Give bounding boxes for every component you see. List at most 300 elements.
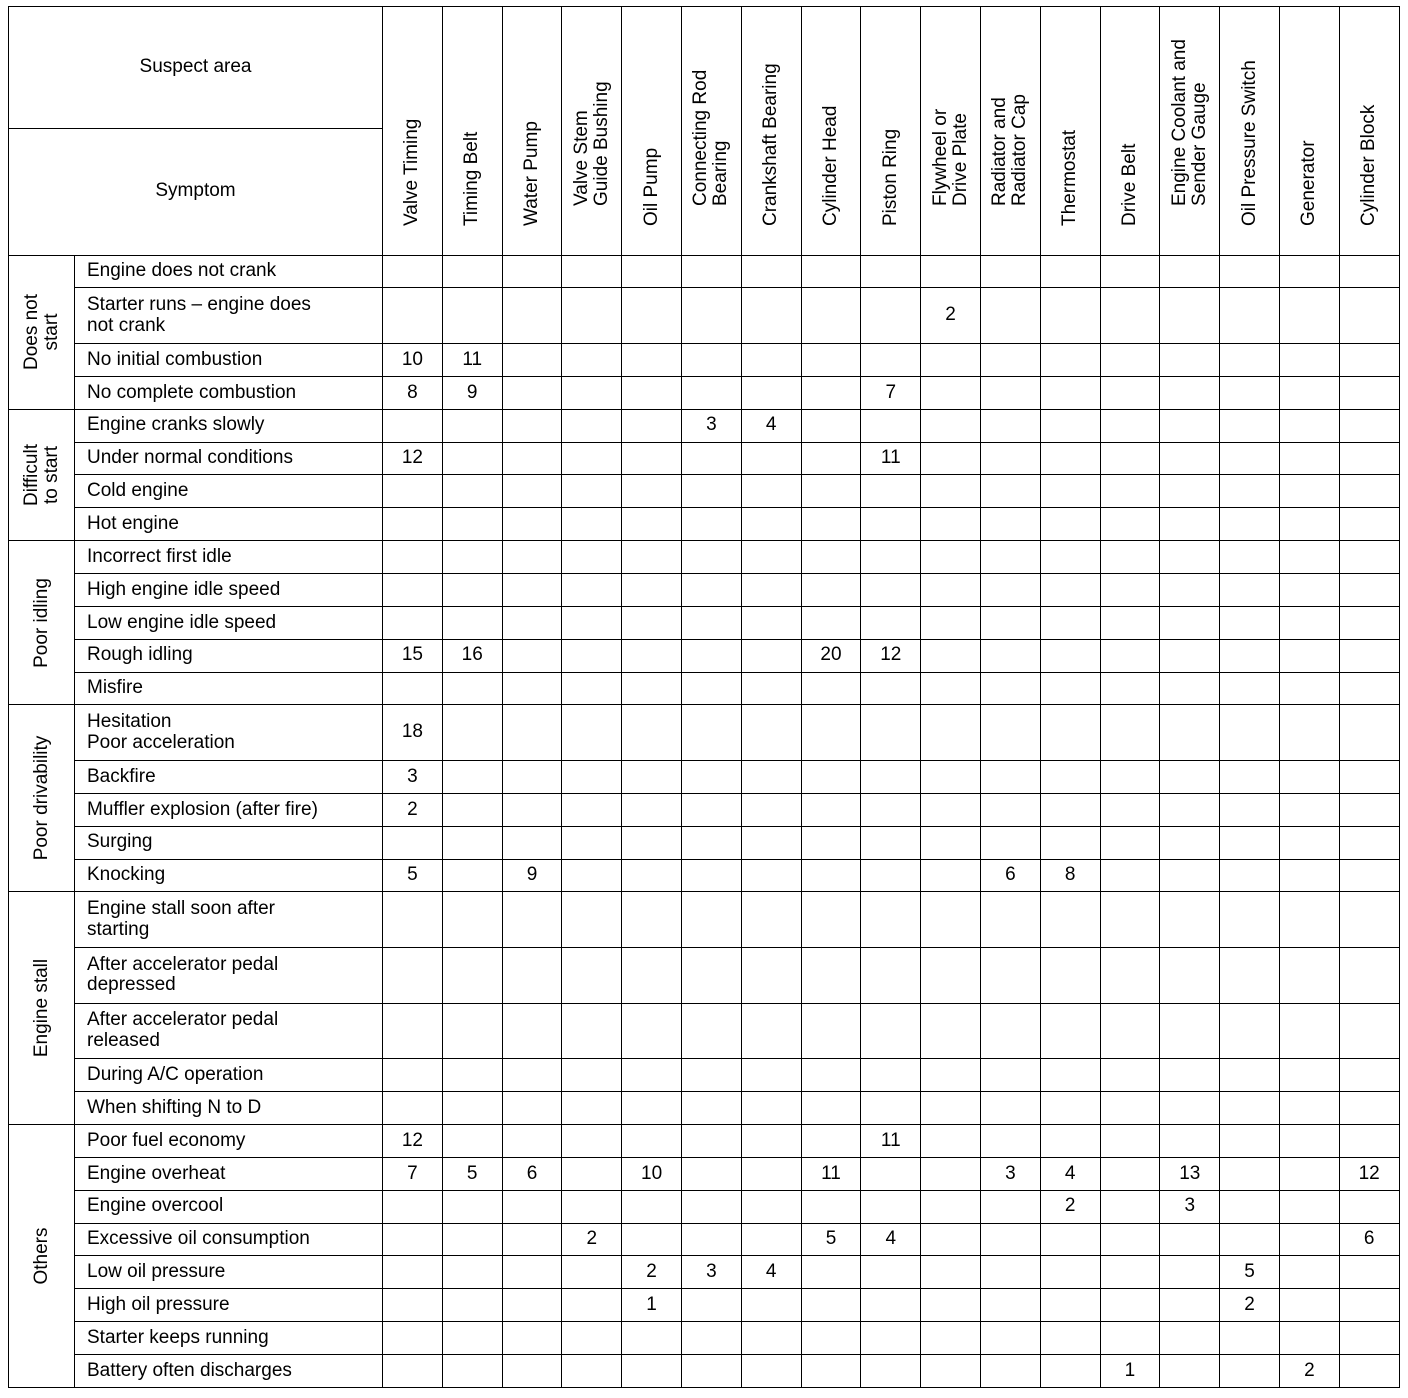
- priority-cell: [1160, 705, 1220, 761]
- priority-cell: [562, 573, 622, 606]
- priority-cell: [681, 639, 741, 672]
- priority-cell: [681, 1289, 741, 1322]
- priority-cell: [980, 1355, 1040, 1388]
- priority-cell: [1160, 1322, 1220, 1355]
- symptom-cell: [75, 1355, 383, 1388]
- priority-cell: [861, 409, 921, 442]
- priority-cell: [921, 376, 981, 409]
- column-header-line: Cylinder Head: [820, 105, 841, 226]
- symptom-cell: [75, 475, 383, 508]
- priority-cell: [1040, 1125, 1100, 1158]
- priority-cell: [1279, 442, 1339, 475]
- priority-cell: [980, 1322, 1040, 1355]
- symptom-text: Poor acceleration: [87, 731, 235, 753]
- table-row: [9, 288, 1400, 344]
- priority-cell: [801, 1289, 861, 1322]
- priority-cell: [622, 859, 682, 892]
- priority-cell: [502, 475, 562, 508]
- priority-cell: [442, 541, 502, 574]
- priority-cell: [681, 255, 741, 288]
- priority-cell: [980, 255, 1040, 288]
- table-row: [9, 826, 1400, 859]
- priority-cell: [1220, 1125, 1280, 1158]
- priority-cell: [1279, 793, 1339, 826]
- priority-cell: [921, 1355, 981, 1388]
- group-label: Difficult to start: [9, 409, 75, 540]
- priority-cell: [861, 1256, 921, 1289]
- priority-cell: [562, 1322, 622, 1355]
- priority-cell: [1160, 793, 1220, 826]
- priority-cell: [383, 409, 443, 442]
- priority-cell: [681, 1322, 741, 1355]
- priority-cell: [562, 1190, 622, 1223]
- priority-cell: [1220, 573, 1280, 606]
- priority-cell: 4: [741, 1256, 801, 1289]
- column-header: [681, 7, 741, 256]
- priority-cell: [801, 1092, 861, 1125]
- priority-cell: 3: [1160, 1190, 1220, 1223]
- priority-cell: [502, 255, 562, 288]
- priority-cell: [1220, 508, 1280, 541]
- priority-cell: [1160, 475, 1220, 508]
- symptom-text: Misfire: [87, 677, 143, 699]
- priority-cell: [1220, 442, 1280, 475]
- table-row: [9, 541, 1400, 574]
- symptom-text: starting: [87, 918, 150, 940]
- priority-cell: [562, 639, 622, 672]
- priority-cell: [1160, 1289, 1220, 1322]
- priority-cell: 4: [741, 409, 801, 442]
- priority-cell: [1220, 255, 1280, 288]
- priority-cell: 6: [1339, 1223, 1399, 1256]
- priority-cell: [1160, 1355, 1220, 1388]
- table-row: [9, 639, 1400, 672]
- table-row: [9, 1059, 1400, 1092]
- priority-cell: [1100, 541, 1160, 574]
- symptom-text: Hesitation: [87, 711, 172, 733]
- symptom-text: Under normal conditions: [87, 447, 293, 469]
- priority-cell: [741, 541, 801, 574]
- priority-cell: [980, 1190, 1040, 1223]
- table-row: [9, 475, 1400, 508]
- priority-cell: 7: [861, 376, 921, 409]
- table-row: [9, 672, 1400, 705]
- priority-cell: [1220, 826, 1280, 859]
- table-row: [9, 1092, 1400, 1125]
- priority-cell: [801, 573, 861, 606]
- priority-cell: [1040, 826, 1100, 859]
- priority-cell: [861, 1322, 921, 1355]
- priority-cell: [383, 672, 443, 705]
- priority-cell: [383, 1355, 443, 1388]
- priority-cell: [502, 948, 562, 1004]
- priority-cell: [442, 672, 502, 705]
- priority-cell: [861, 826, 921, 859]
- priority-cell: [741, 639, 801, 672]
- priority-cell: [1160, 1125, 1220, 1158]
- priority-cell: [1220, 409, 1280, 442]
- priority-cell: 3: [681, 409, 741, 442]
- priority-cell: [1040, 475, 1100, 508]
- priority-cell: [1220, 376, 1280, 409]
- priority-cell: [1279, 1322, 1339, 1355]
- priority-cell: [383, 892, 443, 948]
- priority-cell: [921, 508, 981, 541]
- priority-cell: [801, 606, 861, 639]
- priority-cell: [442, 1256, 502, 1289]
- priority-cell: [681, 892, 741, 948]
- table-row: [9, 442, 1400, 475]
- priority-cell: [383, 1322, 443, 1355]
- priority-cell: [1100, 705, 1160, 761]
- priority-cell: [861, 1355, 921, 1388]
- troubleshooting-matrix: [8, 6, 1400, 1388]
- priority-cell: [921, 409, 981, 442]
- priority-cell: 10: [383, 343, 443, 376]
- priority-cell: [502, 826, 562, 859]
- priority-cell: 1: [1100, 1355, 1160, 1388]
- symptom-text: not crank: [87, 314, 166, 336]
- priority-cell: [1220, 343, 1280, 376]
- column-header: [502, 7, 562, 256]
- priority-cell: [801, 892, 861, 948]
- priority-cell: [1160, 859, 1220, 892]
- priority-cell: [502, 541, 562, 574]
- symptom-text: Starter keeps running: [87, 1326, 269, 1348]
- priority-cell: [502, 606, 562, 639]
- priority-cell: [1279, 826, 1339, 859]
- priority-cell: [1160, 761, 1220, 794]
- priority-cell: [741, 826, 801, 859]
- priority-cell: [1220, 672, 1280, 705]
- priority-cell: [562, 1003, 622, 1059]
- priority-cell: [1100, 1190, 1160, 1223]
- priority-cell: [921, 793, 981, 826]
- priority-cell: [1100, 409, 1160, 442]
- priority-cell: [562, 1289, 622, 1322]
- priority-cell: [1100, 606, 1160, 639]
- table-row: [9, 892, 1400, 948]
- priority-cell: [681, 1223, 741, 1256]
- priority-cell: [442, 1355, 502, 1388]
- priority-cell: [980, 606, 1040, 639]
- priority-cell: [801, 948, 861, 1004]
- priority-cell: [741, 1092, 801, 1125]
- priority-cell: [801, 672, 861, 705]
- priority-cell: [980, 1092, 1040, 1125]
- column-header-line: Generator: [1298, 140, 1320, 226]
- priority-cell: 11: [861, 442, 921, 475]
- table-row: [9, 343, 1400, 376]
- priority-cell: [562, 859, 622, 892]
- priority-cell: [1160, 892, 1220, 948]
- priority-cell: [1100, 1003, 1160, 1059]
- priority-cell: [502, 508, 562, 541]
- priority-cell: [1040, 1256, 1100, 1289]
- priority-cell: [1160, 409, 1220, 442]
- priority-cell: [681, 1092, 741, 1125]
- priority-cell: [622, 409, 682, 442]
- priority-cell: [921, 761, 981, 794]
- priority-cell: [1279, 761, 1339, 794]
- priority-cell: [1040, 508, 1100, 541]
- priority-cell: [741, 1059, 801, 1092]
- priority-cell: [1100, 948, 1160, 1004]
- priority-cell: [1100, 255, 1160, 288]
- table-row: [9, 705, 1400, 761]
- table-row: [9, 948, 1400, 1004]
- table-row: [9, 761, 1400, 794]
- priority-cell: [1279, 573, 1339, 606]
- priority-cell: 2: [1220, 1289, 1280, 1322]
- symptom-text: No initial combustion: [87, 348, 263, 370]
- priority-cell: [1100, 892, 1160, 948]
- priority-cell: [801, 1256, 861, 1289]
- priority-cell: 5: [383, 859, 443, 892]
- priority-cell: [1040, 892, 1100, 948]
- priority-cell: [681, 288, 741, 344]
- symptom-cell: [75, 1003, 383, 1059]
- priority-cell: [1339, 288, 1399, 344]
- symptom-text: Engine stall soon after: [87, 898, 276, 920]
- symptom-text: Hot engine: [87, 512, 179, 534]
- table-row: [9, 1190, 1400, 1223]
- priority-cell: [681, 1355, 741, 1388]
- symptom-cell: [75, 705, 383, 761]
- priority-cell: [921, 948, 981, 1004]
- priority-cell: [741, 1355, 801, 1388]
- symptom-cell: [75, 1157, 383, 1190]
- symptom-cell: [75, 859, 383, 892]
- table-row: [9, 1355, 1400, 1388]
- priority-cell: [861, 859, 921, 892]
- priority-cell: [1339, 1256, 1399, 1289]
- priority-cell: [622, 1223, 682, 1256]
- priority-cell: [442, 892, 502, 948]
- priority-cell: 5: [1220, 1256, 1280, 1289]
- priority-cell: [801, 475, 861, 508]
- priority-cell: [980, 892, 1040, 948]
- priority-cell: [1279, 409, 1339, 442]
- priority-cell: [502, 793, 562, 826]
- priority-cell: [801, 255, 861, 288]
- priority-cell: [801, 1003, 861, 1059]
- priority-cell: [1100, 343, 1160, 376]
- priority-cell: [1339, 948, 1399, 1004]
- priority-cell: [921, 1092, 981, 1125]
- priority-cell: [1339, 1190, 1399, 1223]
- priority-cell: [801, 508, 861, 541]
- priority-cell: [980, 826, 1040, 859]
- priority-cell: [741, 793, 801, 826]
- priority-cell: [1040, 255, 1100, 288]
- priority-cell: [1339, 475, 1399, 508]
- priority-cell: [502, 1256, 562, 1289]
- priority-cell: [741, 508, 801, 541]
- column-header: [562, 7, 622, 256]
- priority-cell: [1040, 409, 1100, 442]
- priority-cell: [1279, 1092, 1339, 1125]
- priority-cell: [1040, 343, 1100, 376]
- priority-cell: [801, 761, 861, 794]
- priority-cell: [1040, 672, 1100, 705]
- table-row: [9, 376, 1400, 409]
- priority-cell: [383, 541, 443, 574]
- priority-cell: [980, 573, 1040, 606]
- priority-cell: [502, 1223, 562, 1256]
- symptom-cell: [75, 376, 383, 409]
- priority-cell: [741, 442, 801, 475]
- symptom-text: After accelerator pedal: [87, 953, 279, 975]
- priority-cell: [741, 672, 801, 705]
- header-corner: [9, 7, 383, 256]
- column-header-line: Engine Coolant and: [1168, 38, 1190, 206]
- symptom-cell: [75, 892, 383, 948]
- group-label: Does not start: [9, 255, 75, 409]
- priority-cell: [622, 343, 682, 376]
- column-header-line: Valve Timing: [401, 118, 423, 226]
- priority-cell: [980, 442, 1040, 475]
- column-header-line: Bearing: [710, 140, 732, 206]
- priority-cell: [1100, 1289, 1160, 1322]
- column-header-line: Drive Plate: [949, 112, 971, 206]
- symptom-cell: [75, 1125, 383, 1158]
- priority-cell: 2: [1279, 1355, 1339, 1388]
- priority-cell: [383, 1289, 443, 1322]
- priority-cell: [622, 606, 682, 639]
- priority-cell: 2: [562, 1223, 622, 1256]
- priority-cell: [741, 1322, 801, 1355]
- symptom-cell: [75, 541, 383, 574]
- group-label: Poor idling: [9, 541, 75, 705]
- priority-cell: [442, 859, 502, 892]
- priority-cell: 8: [1040, 859, 1100, 892]
- priority-cell: 12: [383, 1125, 443, 1158]
- priority-cell: [1339, 1289, 1399, 1322]
- column-header: [442, 7, 502, 256]
- priority-cell: [1279, 255, 1339, 288]
- priority-cell: [861, 508, 921, 541]
- symptom-cell: [75, 1223, 383, 1256]
- priority-cell: [1100, 442, 1160, 475]
- priority-cell: [562, 892, 622, 948]
- group-label: Poor drivability: [9, 705, 75, 892]
- column-header-line: Piston Ring: [879, 128, 901, 226]
- priority-cell: [980, 948, 1040, 1004]
- priority-cell: [562, 1059, 622, 1092]
- column-header: [1279, 7, 1339, 256]
- symptom-cell: [75, 1322, 383, 1355]
- priority-cell: [741, 1125, 801, 1158]
- symptom-cell: [75, 288, 383, 344]
- priority-cell: [622, 508, 682, 541]
- priority-cell: [622, 1322, 682, 1355]
- priority-cell: [383, 1092, 443, 1125]
- priority-cell: [980, 1059, 1040, 1092]
- priority-cell: [801, 1355, 861, 1388]
- symptom-text: Poor fuel economy: [87, 1129, 246, 1151]
- priority-cell: [1040, 1059, 1100, 1092]
- priority-cell: [681, 793, 741, 826]
- priority-cell: [980, 761, 1040, 794]
- priority-cell: [1160, 1223, 1220, 1256]
- symptom-cell: [75, 343, 383, 376]
- priority-cell: [1279, 948, 1339, 1004]
- priority-cell: [1100, 672, 1160, 705]
- priority-cell: [1339, 255, 1399, 288]
- priority-cell: [1220, 639, 1280, 672]
- priority-cell: [1279, 1289, 1339, 1322]
- priority-cell: [921, 606, 981, 639]
- priority-cell: [1100, 573, 1160, 606]
- priority-cell: [861, 1059, 921, 1092]
- priority-cell: [741, 1157, 801, 1190]
- priority-cell: [921, 1003, 981, 1059]
- priority-cell: [980, 343, 1040, 376]
- priority-cell: [1339, 859, 1399, 892]
- priority-cell: [442, 1322, 502, 1355]
- priority-cell: [562, 508, 622, 541]
- symptom-label: Symptom: [155, 180, 236, 202]
- symptom-text: High engine idle speed: [87, 578, 281, 600]
- priority-cell: [921, 1256, 981, 1289]
- priority-cell: [861, 705, 921, 761]
- priority-cell: [1220, 1092, 1280, 1125]
- symptom-text: Surging: [87, 831, 153, 853]
- priority-cell: [861, 343, 921, 376]
- suspect-area-label: Suspect area: [139, 56, 252, 78]
- priority-cell: [442, 1125, 502, 1158]
- priority-cell: [502, 343, 562, 376]
- priority-cell: [442, 1223, 502, 1256]
- symptom-cell: [75, 1092, 383, 1125]
- priority-cell: [1100, 826, 1160, 859]
- priority-cell: [861, 288, 921, 344]
- priority-cell: [562, 1092, 622, 1125]
- priority-cell: [562, 475, 622, 508]
- symptom-cell: [75, 672, 383, 705]
- priority-cell: [1040, 376, 1100, 409]
- priority-cell: [980, 639, 1040, 672]
- priority-cell: 9: [502, 859, 562, 892]
- symptom-cell: [75, 1256, 383, 1289]
- priority-cell: [1220, 606, 1280, 639]
- priority-cell: [1160, 1256, 1220, 1289]
- priority-cell: [1279, 1157, 1339, 1190]
- priority-cell: [1279, 1003, 1339, 1059]
- priority-cell: [681, 672, 741, 705]
- column-header: [383, 7, 443, 256]
- priority-cell: [1220, 1157, 1280, 1190]
- priority-cell: [1100, 376, 1160, 409]
- priority-cell: [1160, 639, 1220, 672]
- priority-cell: [1339, 1355, 1399, 1388]
- priority-cell: [1339, 573, 1399, 606]
- priority-cell: [1040, 1355, 1100, 1388]
- symptom-text: Engine cranks slowly: [87, 414, 265, 436]
- priority-cell: [1339, 541, 1399, 574]
- priority-cell: [681, 1190, 741, 1223]
- priority-cell: [442, 1059, 502, 1092]
- priority-cell: [861, 948, 921, 1004]
- priority-cell: [1100, 1059, 1160, 1092]
- column-header: [741, 7, 801, 256]
- priority-cell: [741, 1190, 801, 1223]
- priority-cell: [502, 639, 562, 672]
- priority-cell: [681, 376, 741, 409]
- priority-cell: [562, 541, 622, 574]
- priority-cell: [622, 705, 682, 761]
